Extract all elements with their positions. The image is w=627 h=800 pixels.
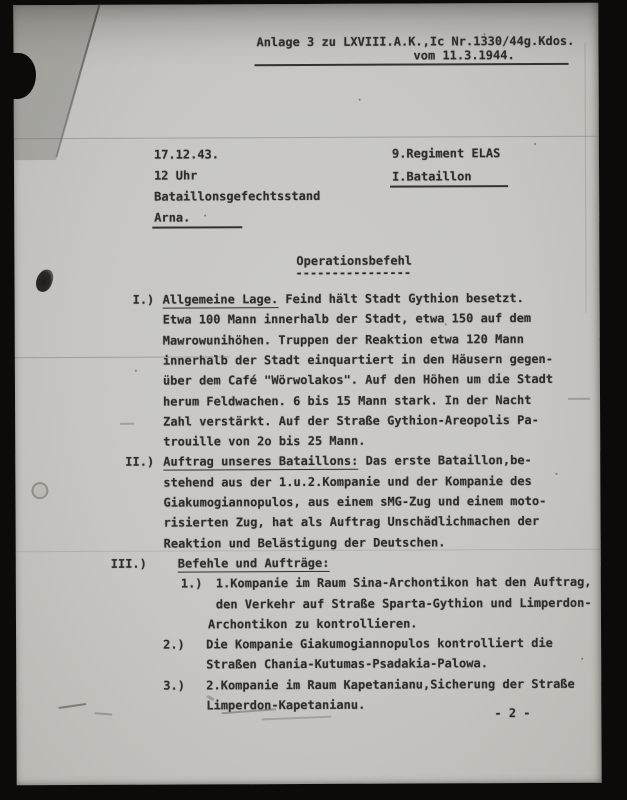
time-line: 12 Uhr bbox=[154, 168, 198, 183]
document-scan bbox=[13, 3, 601, 786]
body-line bbox=[16, 595, 601, 618]
list-marker: 2.) bbox=[163, 637, 185, 652]
place-line: Arna. bbox=[154, 210, 191, 225]
body-line bbox=[16, 575, 601, 598]
body-line-text: 2.Kompanie im Raum Kapetanianu,Sicherung der Straße bbox=[206, 676, 575, 693]
body-line-text: Archontikon zu kontrollieren. bbox=[207, 616, 418, 632]
battalion-line: I.Bataillon bbox=[392, 169, 472, 184]
body-line bbox=[16, 676, 601, 699]
paper-speck bbox=[204, 214, 206, 216]
title-dashed-underline: ---------------- bbox=[295, 265, 412, 281]
body-line-text: Mawrowunihöhen. Truppen der Reaktion etwa 120 Mann bbox=[162, 331, 525, 348]
command-post-line: Bataillonsgefechtsstand bbox=[154, 188, 321, 204]
body-line bbox=[15, 352, 600, 375]
body-line bbox=[16, 636, 601, 659]
body-line-text: Allgemeine Lage. Feind hält Stadt Gythion besetzt. bbox=[162, 291, 524, 307]
body-line bbox=[15, 433, 600, 456]
list-marker: II.) bbox=[125, 455, 155, 470]
body-line bbox=[16, 656, 601, 679]
body-line-text: trouille von 2o bis 25 Mann. bbox=[163, 433, 366, 449]
body-line-text: über dem Café "Wörwolakos". Auf den Höhen um die Stadt bbox=[162, 372, 554, 388]
body-line-text: Auftrag unseres Bataillons: Das erste Bataillon,be- bbox=[163, 453, 532, 470]
body-line bbox=[15, 311, 600, 334]
body-line-text: Straßen Chania-Kutumas-Psadakia-Palowa. bbox=[206, 656, 488, 672]
body-line-text: Etwa 100 Mann innerhalb der Stadt, etwa 150 auf dem bbox=[162, 311, 532, 327]
list-marker: 1.) bbox=[180, 576, 203, 591]
body-line-text: Befehle und Aufträge: bbox=[177, 555, 330, 571]
scan-artifact-line bbox=[14, 136, 599, 140]
body-line bbox=[16, 514, 601, 537]
annotation-underline bbox=[255, 63, 569, 66]
body-line-text: herum Feldwachen. 6 bis 15 Mann stark. In der Nacht bbox=[162, 392, 532, 409]
body-line-text: Die Kompanie Giakumogiannopulos kontrolliert die bbox=[206, 636, 553, 652]
body-line bbox=[15, 291, 600, 314]
annotation-date-line: vom 11.3.1944. bbox=[413, 48, 515, 63]
hole-punch-mark bbox=[34, 268, 55, 294]
body-line bbox=[16, 534, 601, 557]
paper-edge-shadow-line bbox=[584, 43, 586, 313]
body-line-text: den Verkehr auf Straße Sparta-Gythion und Limperdon- bbox=[215, 595, 592, 611]
battalion-underline bbox=[390, 185, 508, 188]
body-line bbox=[15, 473, 600, 496]
body-line bbox=[15, 494, 600, 517]
place-underline bbox=[152, 226, 242, 228]
body-line-text: stehend aus der 1.u.2.Kompanie und der Kompanie des bbox=[163, 473, 532, 490]
document-title: Operationsbefehl bbox=[296, 253, 413, 269]
body-line bbox=[15, 453, 600, 476]
body-line-text: innerhalb der Stadt einquartiert in den Häusern gegen- bbox=[162, 351, 554, 368]
paper-speck bbox=[359, 99, 361, 101]
list-marker: III.) bbox=[110, 556, 147, 571]
body-line bbox=[15, 392, 600, 415]
body-line bbox=[16, 555, 601, 578]
body-line bbox=[16, 616, 601, 639]
list-marker: 3.) bbox=[163, 678, 185, 693]
regiment-line: 9.Regiment ELAS bbox=[391, 146, 501, 161]
list-marker: I.) bbox=[132, 292, 155, 307]
body-line bbox=[15, 372, 600, 395]
date-line: 17.12.43. bbox=[153, 147, 220, 162]
body-line-text: risierten Zug, hat als Auftrag Unschädlichmachen der bbox=[163, 514, 540, 530]
body-line-text: Reaktion und Belästigung der Deutschen. bbox=[163, 534, 446, 551]
body-line bbox=[15, 331, 600, 354]
body-line-text: 1.Kompanie im Raum Sina-Archontikon hat den Auftrag, bbox=[215, 574, 592, 591]
paper-speck bbox=[534, 143, 536, 145]
page-number: - 2 - bbox=[494, 706, 531, 721]
body-line-text: Zahl verstärkt. Auf der Straße Gythion-Areopolis Pa- bbox=[163, 412, 539, 429]
body-line-text: Limperdon-Kapetanianu. bbox=[206, 697, 366, 713]
body-line bbox=[15, 413, 600, 436]
body-line-text: Giakumogiannopulos, aus einem sMG-Zug und einem moto- bbox=[163, 493, 547, 510]
annotation-reference-line: Anlage 3 zu LXVIII.A.K.,Ic Nr.1330/44g.Kdos. bbox=[256, 33, 575, 50]
